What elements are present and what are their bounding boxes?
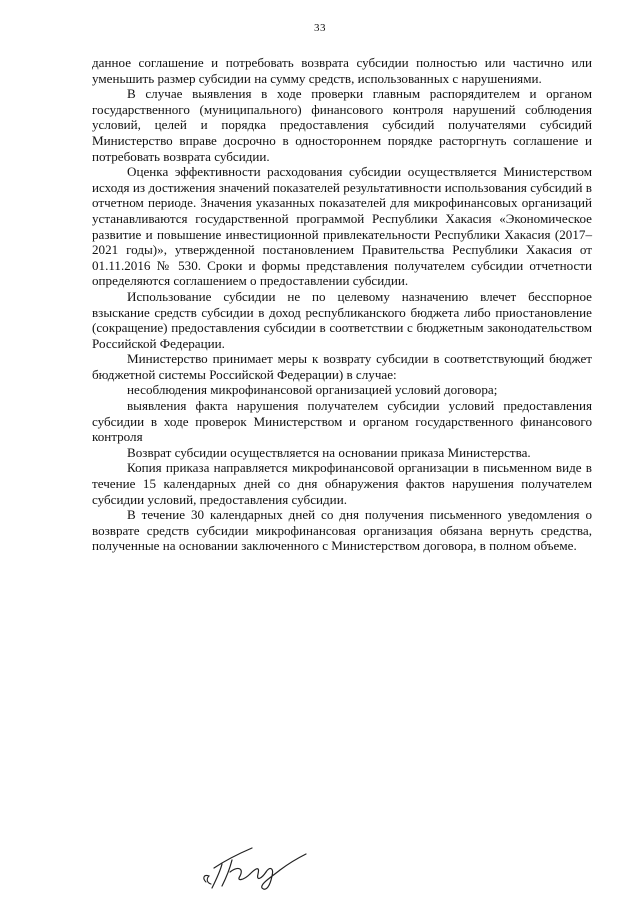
paragraph-2: В случае выявления в ходе проверки главным распорядителем и органом государственного (муниципального) финансового контроля нарушений соблюдения условий, целей и порядка предоставления субсидий получателями субсидий Министерство вправе досрочно в одностороннем порядке расторгнуть соглашение и потребовать возврата субсидии. (92, 86, 592, 164)
paragraph-5: Министерство принимает меры к возврату субсидии в соответствующий бюджет бюджетной системы Российской Федерации) в случае: (92, 351, 592, 382)
paragraph-1: данное соглашение и потребовать возврата субсидии полностью или частично или уменьшить размер субсидии на сумму средств, использованных с нарушениями. (92, 55, 592, 86)
paragraph-10: В течение 30 календарных дней со дня получения письменного уведомления о возврате средств субсидии микрофинансовая организация обязана вернуть средства, полученные на основании заключенного с Министерством договора, в полном объеме. (92, 507, 592, 554)
paragraph-7: выявления факта нарушения получателем субсидии условий предоставления субсидии в ходе проверок Министерством и органом государственного финансового контроля (92, 398, 592, 445)
document-body (92, 55, 592, 554)
paragraph-8: Возврат субсидии осуществляется на основании приказа Министерства. (127, 444, 531, 460)
handwritten-signature (200, 838, 310, 893)
paragraph-3: Оценка эффективности расходования субсидии осуществляется Министерством исходя из достижения значений показателей результативности использования субсидий в отчетном периоде. Значения указанных показателей для микрофинансовых организаций устанавливаются государственной программой Республики Хакасия «Экономическое развитие и повышение инвестиционной привлекательности Республики Хакасия (2017–2021 годы)», утвержденной постановлением Правительства Республики Хакасия от 01.11.2016 № 530. Сроки и формы представления получателем субсидии отчетности определяются соглашением о предоставлении субсидии. (92, 164, 592, 289)
paragraph-9: Копия приказа направляется микрофинансовой организации в письменном виде в течение 15 календарных дней со дня обнаружения фактов нарушения получателем субсидии условий, предоставления субсидии. (92, 460, 592, 507)
paragraph-6: несоблюдения микрофинансовой организацией условий договора; (127, 382, 498, 398)
paragraph-4: Использование субсидии не по целевому назначению влечет бесспорное взыскание средств субсидии в доход республиканского бюджета либо приостановление (сокращение) предоставления субсидии в соответствии с бюджетным законодательством Российской Федерации. (92, 288, 592, 351)
page-number: 33 (314, 22, 326, 34)
